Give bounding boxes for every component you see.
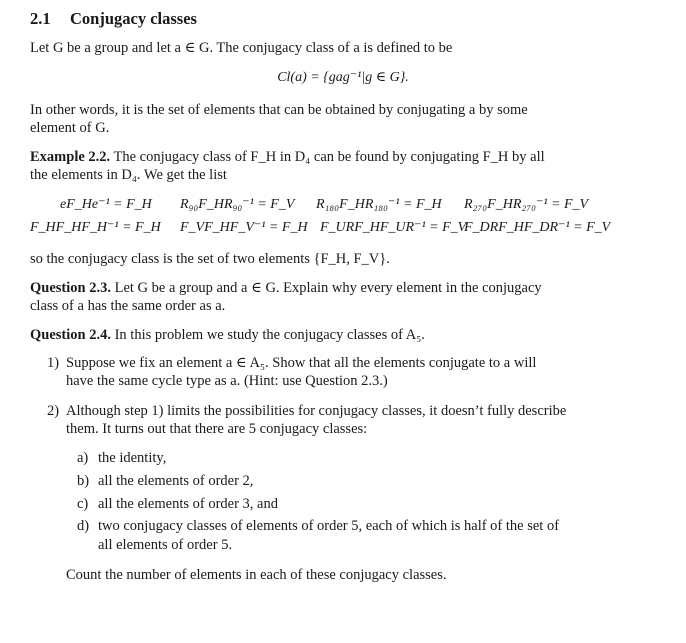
- question-2-3-line-1: [30, 279, 542, 297]
- question-2-4-text: In this problem we study the conjugacy classes of A₅.: [110, 327, 425, 343]
- item-2-number: 2): [47, 403, 60, 419]
- intro-paragraph-line-2: element of G.: [30, 120, 110, 136]
- intro-paragraph-line-1: In other words, it is the set of elements that can be obtained by conjugating a by some: [30, 102, 528, 118]
- conjugation-cell-r1c1: eF_He⁻¹ = F_H: [60, 197, 152, 212]
- example-line-1: [30, 148, 545, 166]
- conjugation-cell-r2c3: F_URF_HF_UR⁻¹ = F_V: [320, 220, 467, 235]
- final-instruction: Count the number of elements in each of these conjugacy classes.: [66, 567, 447, 583]
- section-number: 2.1: [30, 9, 51, 28]
- question-2-3-text: Let G be a group and a ∈ G. Explain why every element in the conjugacy: [110, 280, 542, 296]
- conjugation-cell-r1c2: R₉₀F_HR₉₀⁻¹ = F_V: [180, 197, 295, 212]
- section-heading: [30, 10, 197, 28]
- conjugacy-class-formula: Cl(a) = {gag⁻¹|g ∈ G}.: [277, 70, 409, 85]
- item-1-line-2: have the same cycle type as a. (Hint: use Question 2.3.): [66, 373, 388, 389]
- item-1-line-1: Suppose we fix an element a ∈ A₅. Show that all the elements conjugate to a will: [66, 355, 537, 371]
- item-2-line-1: Although step 1) limits the possibilities for conjugacy classes, it doesn’t fully describe: [66, 403, 567, 419]
- item-1-number: 1): [47, 355, 60, 371]
- conjugation-cell-r2c1: F_HF_HF_H⁻¹ = F_H: [30, 220, 161, 235]
- conjugation-cell-r2c2: F_VF_HF_V⁻¹ = F_H: [180, 220, 308, 235]
- example-text: The conjugacy class of F_H in D₄ can be found by conjugating F_H by all: [110, 149, 545, 165]
- subitem-a-text: the identity,: [98, 450, 167, 466]
- section-title: Conjugacy classes: [70, 9, 197, 28]
- question-2-4-line-1: [30, 326, 425, 344]
- example-conclusion: so the conjugacy class is the set of two elements {F_H, F_V}.: [30, 251, 390, 267]
- question-2-3-line-2: class of a has the same order as a.: [30, 298, 226, 314]
- example-label: Example 2.2.: [30, 149, 111, 165]
- question-2-4-label: Question 2.4.: [30, 327, 111, 343]
- subitem-b-number: b): [77, 473, 90, 489]
- item-2-line-2: them. It turns out that there are 5 conjugacy classes:: [66, 421, 368, 437]
- intro-line-1: Let G be a group and let a ∈ G. The conjugacy class of a is defined to be: [30, 40, 453, 56]
- subitem-a-number: a): [77, 450, 89, 466]
- conjugation-cell-r1c4: R₂₇₀F_HR₂₇₀⁻¹ = F_V: [464, 197, 589, 212]
- question-2-3-label: Question 2.3.: [30, 280, 111, 296]
- example-line-2: the elements in D₄. We get the list: [30, 167, 227, 183]
- conjugation-cell-r1c3: R₁₈₀F_HR₁₈₀⁻¹ = F_H: [316, 197, 442, 212]
- subitem-b-text: all the elements of order 2,: [98, 473, 254, 489]
- subitem-c-text: all the elements of order 3, and: [98, 496, 278, 512]
- subitem-c-number: c): [77, 496, 89, 512]
- subitem-d-line-2: all elements of order 5.: [98, 537, 233, 553]
- conjugation-cell-r2c4: F_DRF_HF_DR⁻¹ = F_V: [464, 220, 611, 235]
- subitem-d-number: d): [77, 518, 90, 534]
- subitem-d-text: two conjugacy classes of elements of order 5, each of which is half of the set of: [98, 518, 560, 534]
